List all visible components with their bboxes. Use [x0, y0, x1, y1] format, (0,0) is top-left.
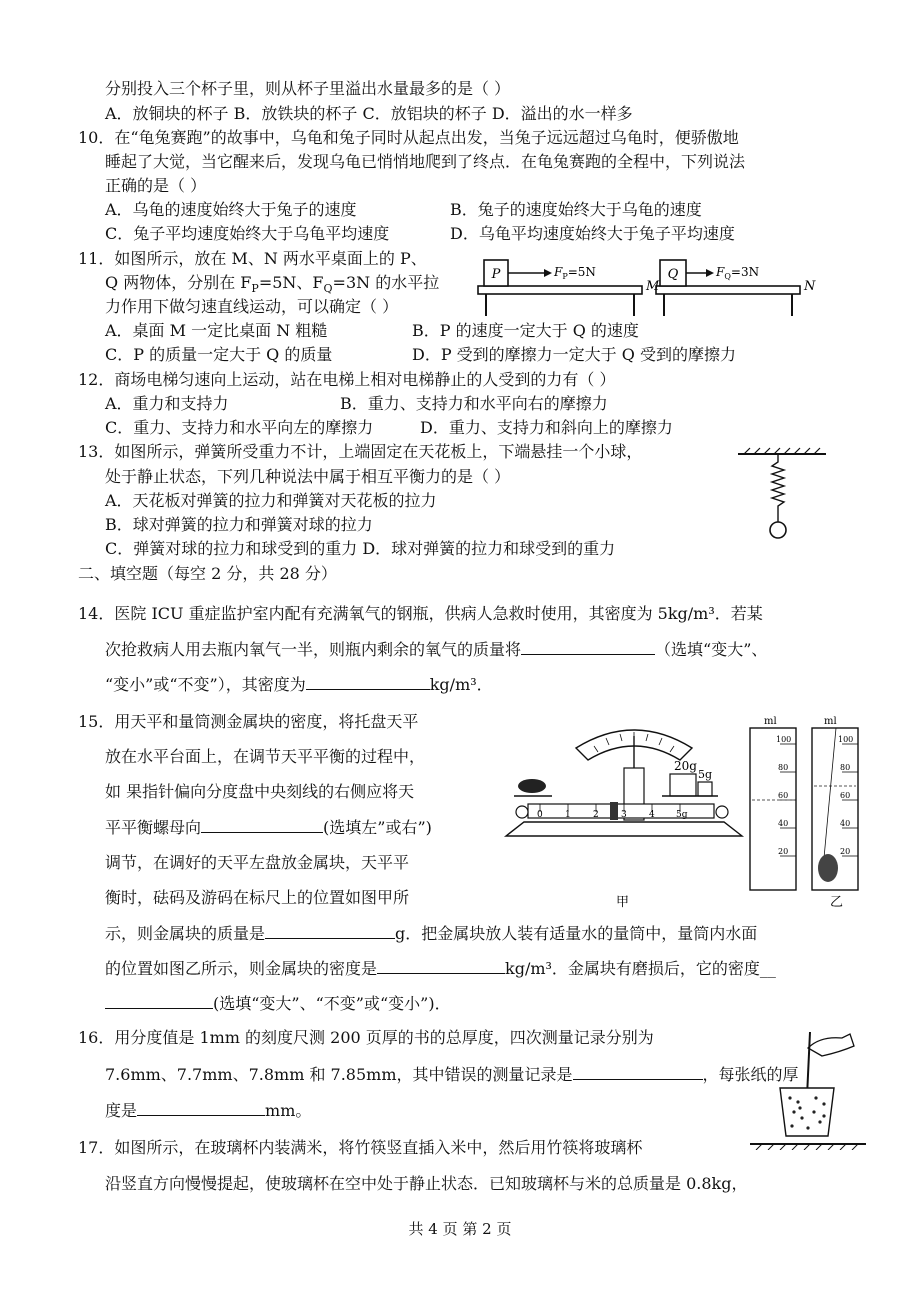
svg-text:0: 0 — [537, 810, 543, 820]
rider — [610, 802, 618, 820]
q10-line3: 正确的是（ ） — [105, 176, 207, 195]
svg-text:100: 100 — [776, 735, 792, 744]
cylinder-2 — [812, 716, 858, 890]
q14-blank-1[interactable] — [521, 638, 655, 655]
q10-option-d: D．乌龟平均速度始终大于兔子平均速度 — [450, 224, 735, 243]
q12-option-a: A．重力和支持力 — [105, 394, 229, 413]
q13-option-b: B．球对弹簧的拉力和弹簧对球的拉力 — [105, 515, 373, 534]
q15-line4: 平平衡螺母向 (选填左”或右”) — [105, 818, 432, 837]
q15-blank-1[interactable] — [201, 816, 323, 833]
q10-line2: 睡起了大觉，当它醒来后，发现乌龟已悄悄地爬到了终点．在龟兔赛跑的全程中，下列说法 — [105, 152, 746, 171]
q13-option-c: C．弹簧对球的拉力和球受到的重力 D．球对弹簧的拉力和球受到的重力 — [105, 539, 616, 558]
svg-text:1: 1 — [565, 810, 571, 820]
q14-blank-2[interactable] — [306, 673, 430, 690]
force-p-arrowhead — [544, 269, 552, 277]
svg-text:60: 60 — [778, 791, 789, 800]
q13-option-a: A．天花板对弹簧的拉力和弹簧对天花板的拉力 — [105, 491, 437, 510]
q11-line3: 力作用下做匀速直线运动，可以确定（ ） — [105, 297, 399, 316]
q14-line1: 14．医院 ICU 重症监护室内配有充满氧气的钢瓶，供病人急救时使用，其密度为 5kg/m³．若某 — [78, 604, 763, 623]
q12-option-d: D．重力、支持力和斜向上的摩擦力 — [420, 418, 673, 437]
q12-line1: 12．商场电梯匀速向上运动，站在电梯上相对电梯静止的人受到的力有（ ） — [78, 370, 616, 389]
q16-line3: 度是 mm。 — [105, 1101, 312, 1120]
q12-option-c: C．重力、支持力和水平向左的摩擦力 — [105, 418, 374, 437]
q11-line2: Q 两物体，分别在 $F_P=5N$、$F_Q=3N$ 的水平拉 — [105, 273, 440, 296]
svg-text:ml: ml — [824, 716, 837, 727]
ball — [770, 522, 786, 538]
q11-option-b: B．P 的速度一定大于 Q 的速度 — [412, 321, 639, 340]
q16-line1: 16．用分度值是 1mm 的刻度尺测 200 页厚的书的总厚度，四次测量记录分别为 — [78, 1028, 654, 1047]
q11-option-c: C．P 的质量一定大于 Q 的质量 — [105, 345, 333, 364]
hand — [808, 1034, 854, 1056]
svg-text:80: 80 — [778, 763, 789, 772]
svg-text:80: 80 — [840, 763, 851, 772]
weight-5g — [698, 782, 712, 796]
block-p-label: P — [491, 267, 501, 282]
svg-text:20: 20 — [840, 847, 851, 856]
force-p-label: $F_P=5N$ — [554, 265, 596, 281]
svg-text:5g: 5g — [676, 810, 688, 820]
force-q-label: $F_Q=3N$ — [716, 265, 760, 281]
q10-option-c: C．兔子平均速度始终大于乌龟平均速度 — [105, 224, 390, 243]
q17-figure — [750, 1028, 866, 1150]
q15-blank-4[interactable] — [105, 992, 213, 1009]
balance — [506, 730, 742, 836]
q10-line1: 10．在“龟兔赛跑”的故事中，乌龟和兔子同时从起点出发，当兔子远远超过乌龟时，便骄傲地 — [78, 128, 739, 147]
label-yi: 乙 — [830, 895, 844, 910]
q15-blank-3[interactable] — [377, 957, 505, 974]
table-n — [656, 286, 800, 316]
table-m — [478, 286, 642, 316]
svg-text:60: 60 — [840, 791, 851, 800]
table-m-label: M — [646, 279, 660, 294]
q15-line1: 15．用天平和量筒测金属块的密度，将托盘天平 — [78, 712, 419, 731]
table-n-label: N — [804, 279, 816, 294]
balance-base — [506, 822, 742, 836]
svg-text:4: 4 — [649, 810, 655, 820]
q14-line3: “变小”或“不变”），其密度为 kg/m³． — [105, 675, 493, 694]
section-2-heading: 二、填空题（每空 2 分，共 28 分） — [78, 564, 337, 583]
q9-line1: 分别投入三个杯子里，则从杯子里溢出水量最多的是（ ） — [105, 79, 511, 98]
metal-block — [518, 779, 546, 793]
q16-blank-2[interactable] — [137, 1099, 265, 1116]
block-q-label: Q — [667, 267, 679, 282]
svg-text:20: 20 — [778, 847, 789, 856]
q11-option-d: D．P 受到的摩擦力一定大于 Q 受到的摩擦力 — [412, 345, 736, 364]
q10-option-b: B．兔子的速度始终大于乌龟的速度 — [450, 200, 702, 219]
force-q-arrowhead — [706, 269, 714, 277]
q16-line2: 7.6mm、7.7mm、7.8mm 和 7.85mm，其中错误的测量记录是 ，每张纸的厚 — [105, 1065, 799, 1084]
q14-line2: 次抢救病人用去瓶内氧气一半，则瓶内剩余的氧气的质量将 （选填“变大”、 — [105, 640, 768, 659]
weight-20g — [670, 774, 696, 796]
weight-20g-label: 20g — [674, 759, 697, 773]
cylinder-1 — [750, 716, 796, 890]
balance-nut-right — [716, 806, 728, 818]
q15-blank-2[interactable] — [265, 922, 395, 939]
q13-figure — [734, 446, 830, 546]
q13-line1: 13．如图所示，弹簧所受重力不计，上端固定在天花板上，下端悬挂一个小球， — [78, 442, 643, 461]
q13-line2: 处于静止状态，下列几种说法中属于相互平衡力的是（ ） — [105, 467, 511, 486]
q15-line3: 如 果指针偏向分度盘中央刻线的右侧应将天 — [105, 782, 415, 801]
svg-text:40: 40 — [840, 819, 851, 828]
q9-options: A．放铜块的杯子 B．放铁块的杯子 C．放铝块的杯子 D．溢出的水一样多 — [105, 104, 633, 123]
balance-nut-left — [516, 806, 528, 818]
q17-line1: 17．如图所示，在玻璃杯内装满米，将竹筷竖直插入米中，然后用竹筷将玻璃杯 — [78, 1138, 643, 1157]
q10-option-a: A．乌龟的速度始终大于兔子的速度 — [105, 200, 357, 219]
q15-line2: 放在水平台面上，在调节天平平衡的过程中， — [105, 747, 426, 766]
q16-blank-1[interactable] — [573, 1063, 703, 1080]
q17-line2: 沿竖直方向慢慢提起，使玻璃杯在空中处于静止状态．已知玻璃杯与米的总质量是 0.8kg， — [105, 1174, 748, 1193]
label-jia: 甲 — [616, 895, 630, 910]
spring — [772, 454, 784, 522]
svg-text:2: 2 — [593, 810, 599, 820]
svg-text:3: 3 — [621, 810, 627, 820]
q15-line7: 示，则金属块的质量是 g．把金属块放人装有适量水的量筒中，量筒内水面 — [105, 924, 758, 943]
page-footer: 共 4 页 第 2 页 — [408, 1220, 512, 1238]
q11-line1: 11．如图所示，放在 M、N 两水平桌面上的 P、 — [78, 249, 427, 268]
metal-block-in-cylinder — [818, 854, 838, 882]
q15-line6: 衡时，砝码及游码在标尺上的位置如图甲所 — [105, 888, 410, 907]
q15-line8: 的位置如图乙所示，则金属块的密度是 kg/m³．金属块有磨损后，它的密度__ — [105, 959, 776, 978]
q11-option-a: A．桌面 M 一定比桌面 N 粗糙 — [105, 321, 328, 340]
q15-line9: (选填“变大”、“不变”或“变小”)． — [105, 992, 451, 1015]
svg-text:ml: ml — [764, 716, 777, 727]
svg-text:100: 100 — [838, 735, 854, 744]
q12-option-b: B．重力、支持力和水平向右的摩擦力 — [340, 394, 608, 413]
weight-5g-label: 5g — [698, 768, 713, 781]
q11-figure — [474, 254, 818, 324]
svg-text:40: 40 — [778, 819, 789, 828]
q15-figure — [484, 708, 880, 914]
q15-line5: 调节，在调好的天平左盘放金属块，天平平 — [105, 853, 410, 872]
